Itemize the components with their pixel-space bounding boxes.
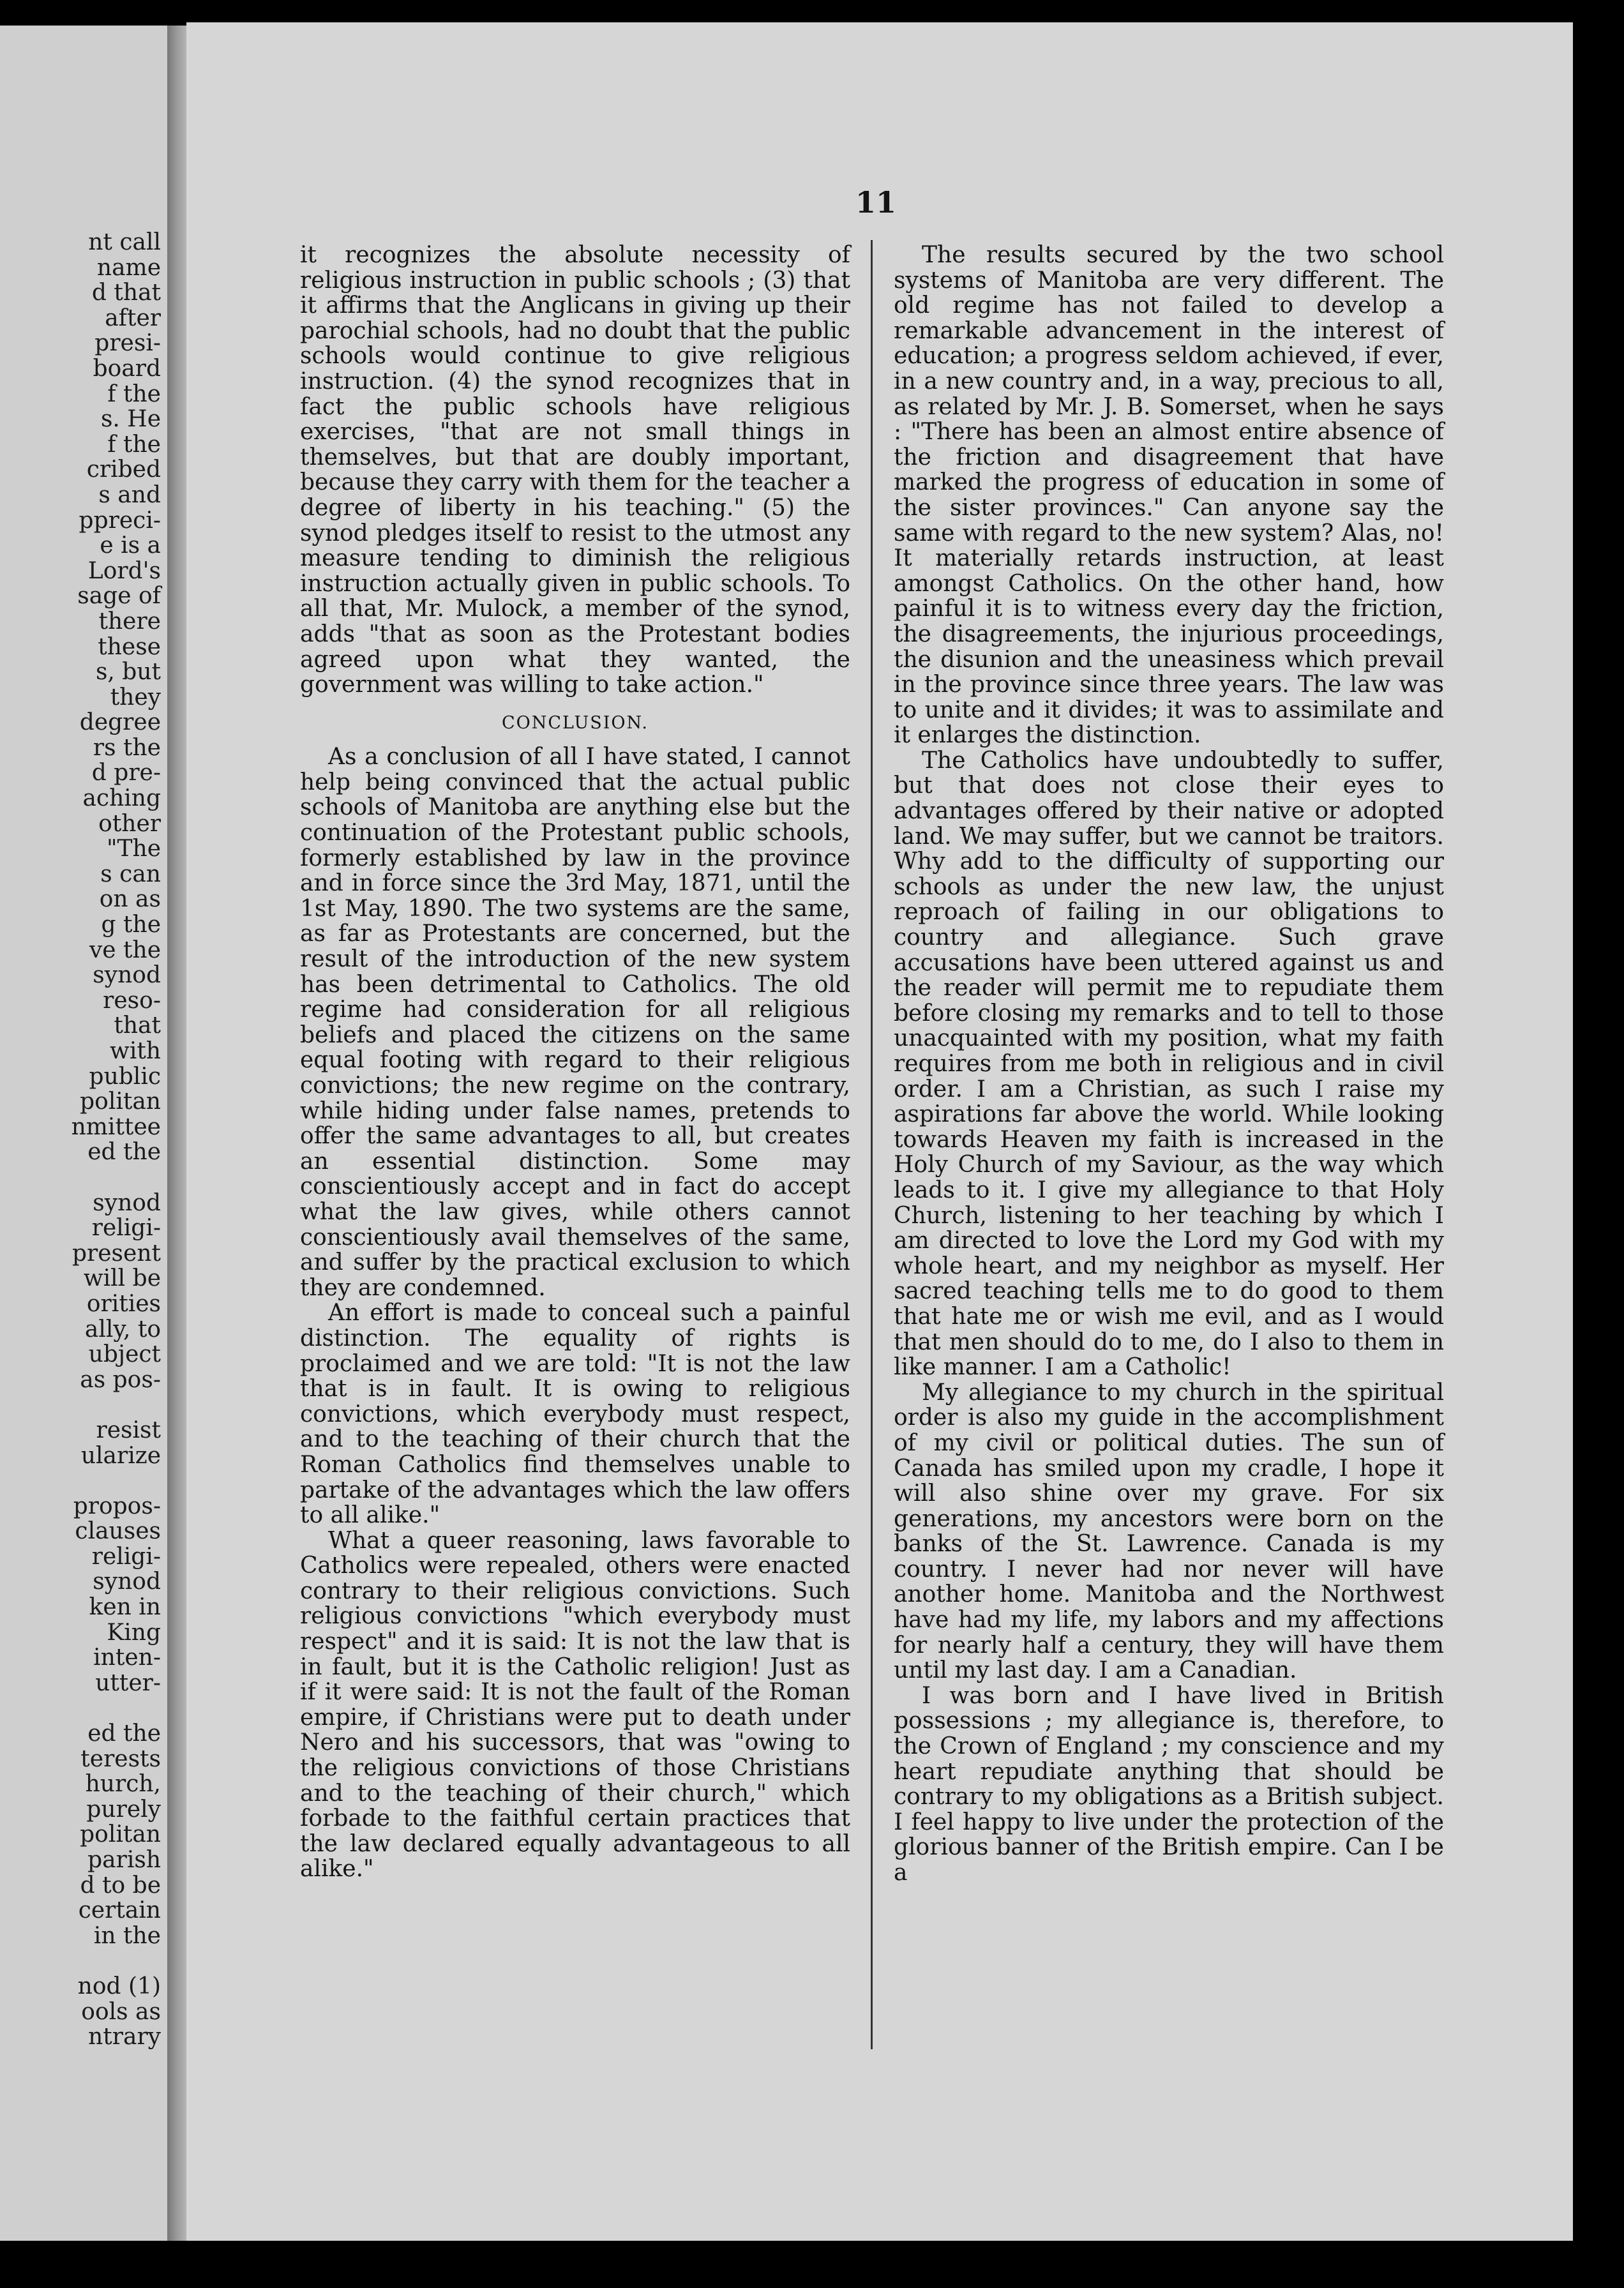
facing-page-line: e is a [100,532,161,559]
facing-page-line: sage of [77,583,161,610]
facing-page-line: s and [98,481,161,508]
facing-page-line [8,1165,161,1191]
facing-page-line: propos- [73,1493,161,1519]
facing-page-line: ppreci- [79,507,161,534]
paragraph: As a conclusion of all I have stated, I cannot help being convinced that the actual public schools of Manitoba are anything else but the continuation of the Protestant public schools, formerly established by law in the province and in force since the 3rd May, 1871, until the 1st May, 1890. The two systems are the same, as far as Protestants are concerned, but the result of the introduction of the new system has been detrimental to Catholics. The old regime had consideration for all religious beliefs and placed the citizens on the same equal footing with regard to their religious convictions; the new regime on the contrary, while hiding under false names, pretends to offer the same advantages to all, but creates an essential distinction. Some may conscientiously accept and in fact do accept what the law gives, while others cannot conscientiously avail themselves of the same, and suffer by the practical exclusion to which they are condemned. [300,744,850,1301]
facing-page-line [8,1696,161,1721]
facing-page-line: clauses [75,1518,161,1545]
facing-page-line: after [105,305,161,331]
facing-page-line: religi- [91,1543,161,1570]
facing-page-line: utter- [95,1669,161,1696]
facing-page-line: synod [93,962,161,989]
facing-page-line: will be [83,1265,161,1292]
facing-page-line: orities [86,1290,161,1317]
facing-page-line: degree [79,709,161,736]
facing-page-line: f the [107,380,161,407]
facing-page-line: ve the [89,937,161,963]
facing-page-line: f the [107,431,161,458]
facing-page-line: rs the [93,734,161,761]
facing-page-line: they [110,684,161,711]
facing-page-line: synod [93,1189,161,1216]
book-gutter [167,26,186,2241]
facing-page-line: ools as [81,1998,161,2025]
facing-page-line: ken in [89,1594,161,1621]
paragraph: The results secured by the two school systems of Manitoba are very different. The old regime has not failed to develop a remarkable advancement in the interest of education; a progress seldom achieved, if ever, in a new country and, in a way, precious to all, as related by Mr. J. B. Somerset, when he says : "There has been an almost entire absence of the friction and disagreement that have marked the progress of education in some of the sister provinces." Can anyone say the same with regard to the new system? Alas, no! It materially retards instruction, at least amongst Catholics. On the other hand, how painful it is to witness every day the friction, the disagreements, the injurious proceedings, the disunion and the uneasiness which prevail in the province since three years. The law was to unite and it divides; it was to assimilate and it enlarges the distinction. [894,242,1444,749]
facing-page-line: nt call [88,229,161,255]
paragraph: My allegiance to my church in the spiritual order is also my guide in the accomplishment of my civil or political duties. The sun of Canada has smiled upon my cradle, I hope it will also shine over my grave. For six generations, my ancestors were born on the banks of the St. Lawrence. Canada is my country. I never had nor never will have another home. Manitoba and the Northwest have had my life, my labors and my affections for nearly half a century, they will have them until my last day. I am a Canadian. [894,1379,1444,1684]
facing-page-line: nod (1) [77,1973,161,1999]
facing-page-line: aching [82,785,161,812]
facing-page-line: presi- [94,330,161,357]
section-heading: CONCLUSION. [501,712,649,733]
facing-page-line: cribed [86,456,161,483]
facing-page-line: d to be [80,1872,161,1899]
facing-page-line: resist [96,1417,161,1443]
facing-page-line: Lord's [87,557,161,584]
facing-page-line: on as [99,886,161,913]
facing-page-line: s can [100,861,161,887]
facing-page-line: in the [93,1922,161,1949]
page-number: 11 [855,185,897,220]
facing-page-line: d that [91,280,161,306]
facing-page-line: ubject [88,1341,161,1368]
paragraph: it recognizes the absolute necessity of religious instruction in public schools ; (3) that it affirms that the Anglicans in giving up their parochial schools, had no doubt that the public schools would continue to give religious instruction. (4) the synod recognizes that in fact the public schools have religious exercises, "that are not small things in themselves, but that are doubly important, because they carry with them for the teacher a degree of liberty in his teaching." (5) the synod pledges itself to resist to the utmost any measure tending to diminish the religious instruction actually given in public schools. To all that, Mr. Mulock, a member of the synod, adds "that as soon as the Protestant bodies agreed upon what they wanted, the government was willing to take action." [300,242,850,698]
paragraph: What a queer reasoning, laws favorable to Catholics were repealed, others were enacted contrary to their religious convictions. Such religious convictions "which everybody must respect" and it is said: It is not the law that is in fault, but it is the Catholic religion! Just as if it were said: It is not the fault of the Roman empire, if Christians were put to death under Nero and his successors, that was "owing to the religious convictions of those Christians and to the teaching of their church," which forbade to the faithful certain practices that the law declared equally advantageous to all alike." [300,1527,850,1883]
facing-page-text [8,230,161,2050]
facing-page-line: terests [80,1745,161,1772]
paragraph: I was born and I have lived in British possessions ; my allegiance is, therefore, to the Crown of England ; my conscience and my heart repudiate anything that should be contrary to my obligations as a British subject. I feel happy to live under the protection of the glorious banner of the British empire. Can I be a [894,1682,1444,1886]
column-divider [871,240,873,2049]
paragraph: An effort is made to conceal such a painful distinction. The equality of rights is proclaimed and we are told: "It is not the law that is in fault. It is owing to religious convictions, which everybody must respect, and to the teaching of their church that the Roman Catholics find themselves unable to partake of the advantages which the law offers to all alike." [300,1300,850,1529]
facing-page-line: that [114,1012,161,1039]
facing-page-line: d pre- [91,760,161,786]
facing-page-line: politan [80,1821,161,1848]
facing-page-line: ally, to [84,1316,161,1343]
facing-page-line: there [98,608,161,635]
facing-page-line: public [89,1063,161,1090]
facing-page-line: g the [101,912,161,938]
facing-page-line: nmittee [71,1113,161,1140]
facing-page-line: synod [93,1569,161,1595]
facing-page-line: with [110,1038,161,1064]
facing-page-line: "The [106,836,161,862]
text-column-right [894,243,1444,1886]
facing-page-line: certain [78,1897,161,1924]
facing-page-line: name [96,254,161,281]
facing-page-line [8,1948,161,1974]
facing-page-line [8,1468,161,1494]
facing-page-line: s, but [95,659,161,686]
text-column-left [300,243,850,1882]
facing-page-line: parish [87,1847,161,1873]
facing-page-line: inten- [93,1644,161,1671]
facing-page-line: present [72,1240,161,1267]
facing-page-line: s. He [100,406,161,433]
facing-page-line: purely [86,1796,161,1823]
facing-page-edge [0,26,167,2241]
facing-page-line: ed the [87,1139,161,1166]
facing-page-line: ntrary [88,2024,161,2051]
facing-page-line: as pos- [80,1366,161,1393]
facing-page-line: hurch, [85,1771,161,1798]
facing-page-line [8,1392,161,1418]
facing-page-line: politan [80,1088,161,1115]
facing-page-line: board [93,355,161,382]
facing-page-line: religi- [91,1215,161,1242]
facing-page-line: reso- [103,987,161,1014]
facing-page-line: these [98,633,161,660]
facing-page-line: ed the [87,1720,161,1747]
facing-page-line: King [107,1619,161,1646]
paragraph: The Catholics have undoubtedly to suffer, but that does not close their eyes to advantages offered by their native or adopted land. We may suffer, but we cannot be traitors. Why add to the difficulty of supporting our schools as under the new law, the unjust reproach of failing in our obligations to country and allegiance. Such grave accusations have been uttered against us and the reader will permit me to repudiate them before closing my remarks and to tell to those unacquainted with my position, what my faith requires from me both in religious and in civil order. I am a Christian, as such I raise my aspirations far above the world. While looking towards Heaven my faith is increased in the Holy Church of my Saviour, as the way which leads to it. I give my allegiance to that Holy Church, listening to her teaching by which I am directed to love the Lord my God with my whole heart, and my neighbor as myself. Her sacred teaching tells me to do good to them that hate me or wish me evil, and as I would that men should do to me, do I also to them in like manner. I am a Catholic! [894,747,1444,1381]
facing-page-line: ularize [80,1442,161,1469]
facing-page-line: other [98,810,161,837]
